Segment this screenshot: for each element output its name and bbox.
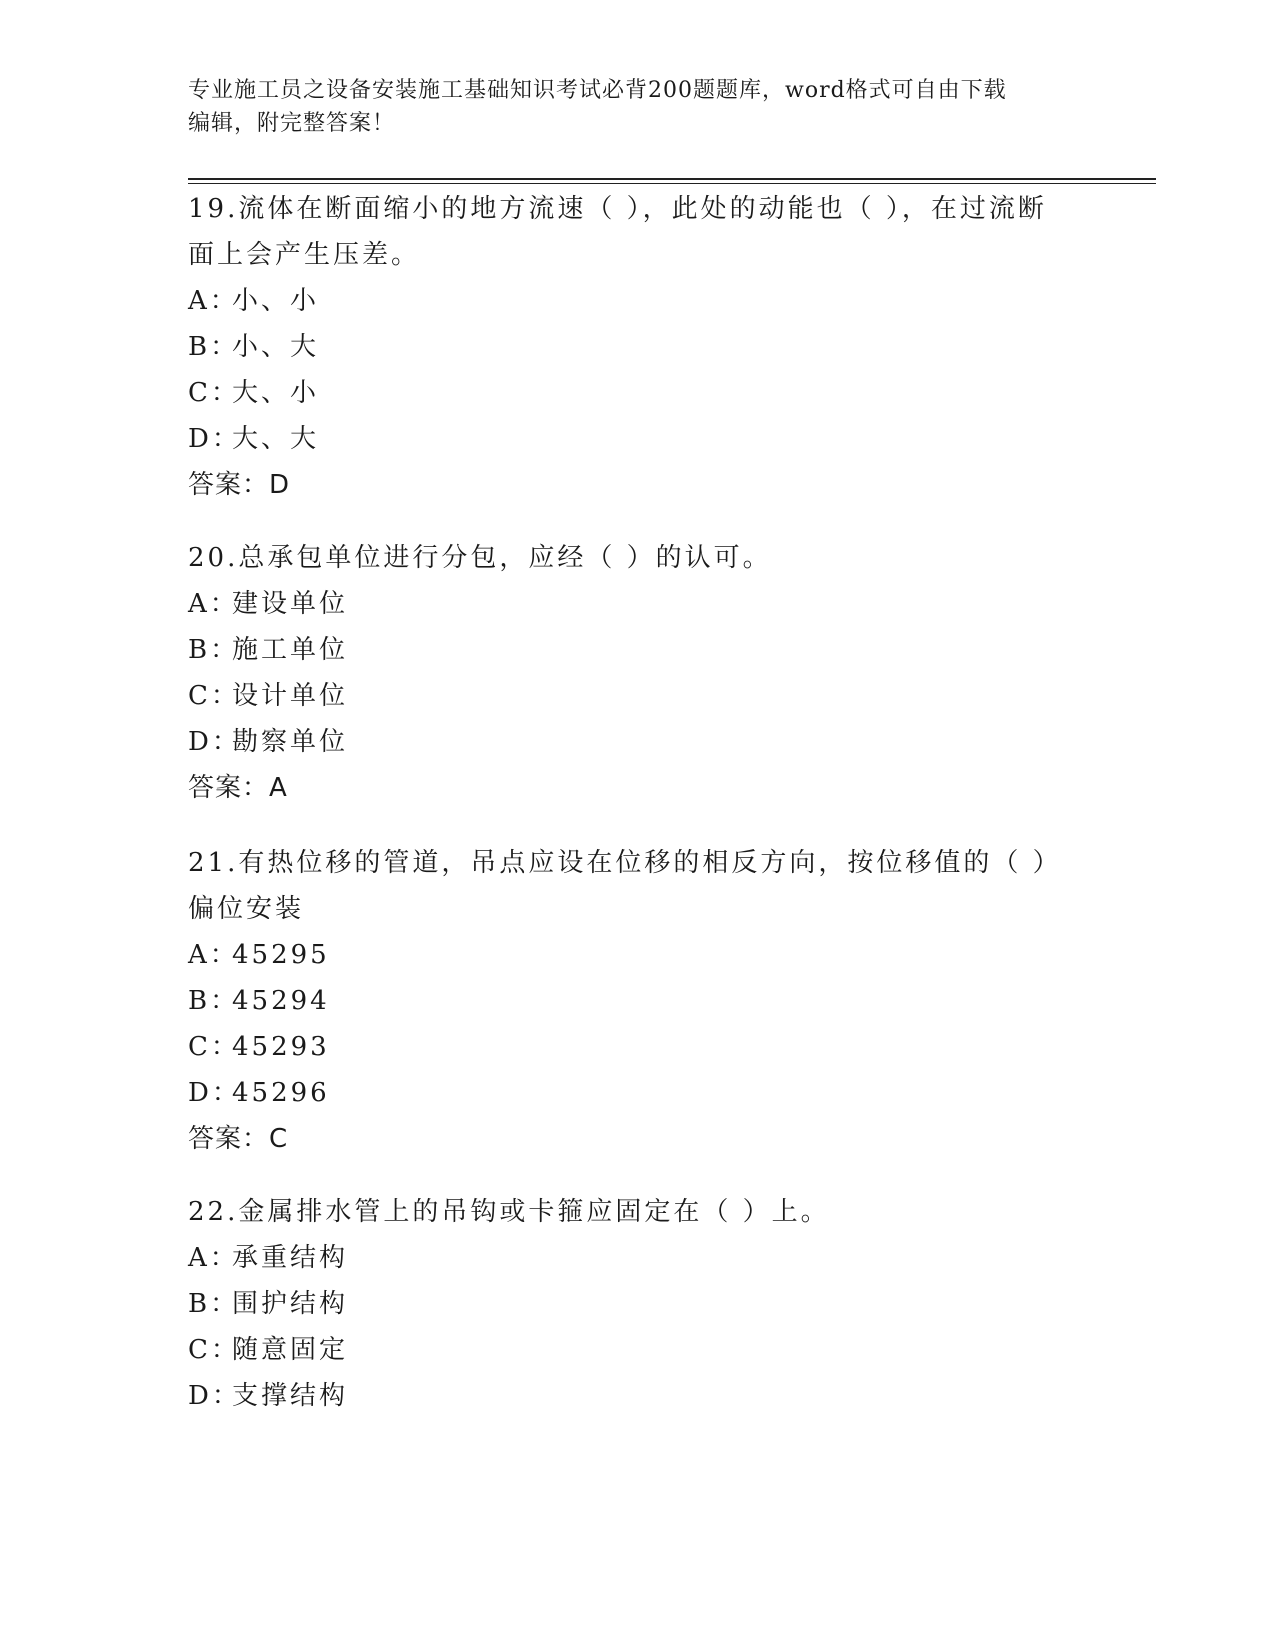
option-a bbox=[188, 932, 1088, 978]
option-b bbox=[188, 978, 1088, 1024]
option-letter: D： bbox=[188, 1078, 241, 1108]
header-line-1: 专业施工员之设备安装施工基础知识考试必背200题题库，word格式可自由下载 bbox=[188, 78, 1007, 103]
document-header bbox=[188, 74, 1088, 140]
option-d bbox=[188, 719, 1088, 765]
header-divider-thin bbox=[188, 183, 1156, 184]
question-text: 20.总承包单位进行分包，应经（ ）的认可。 bbox=[188, 543, 772, 573]
option-letter: A： bbox=[188, 1243, 239, 1273]
option-text: 围护结构 bbox=[232, 1289, 349, 1319]
option-c bbox=[188, 1327, 1088, 1373]
question-text: 21.有热位移的管道，吊点应设在位移的相反方向，按位移值的（ ） bbox=[188, 848, 1062, 878]
option-d bbox=[188, 416, 1088, 462]
option-letter: A： bbox=[188, 940, 239, 970]
option-text: 施工单位 bbox=[232, 635, 349, 665]
answer-line: 答案：A bbox=[188, 773, 288, 803]
option-text: 建设单位 bbox=[232, 589, 349, 619]
option-a bbox=[188, 1235, 1088, 1281]
option-text: 小、小 bbox=[232, 286, 320, 316]
question-20 bbox=[188, 535, 1088, 811]
answer-line: 答案：D bbox=[188, 470, 291, 500]
option-text: 支撑结构 bbox=[232, 1381, 349, 1411]
option-letter: B： bbox=[188, 332, 240, 362]
option-a bbox=[188, 278, 1088, 324]
option-c bbox=[188, 370, 1088, 416]
option-letter: C： bbox=[188, 681, 240, 711]
option-text: 随意固定 bbox=[232, 1335, 349, 1365]
question-text: 19.流体在断面缩小的地方流速（ ），此处的动能也（ ），在过流断 bbox=[188, 194, 1047, 224]
option-text: 大、大 bbox=[232, 424, 320, 454]
option-text: 小、大 bbox=[232, 332, 320, 362]
question-text: 22.金属排水管上的吊钩或卡箍应固定在（ ）上。 bbox=[188, 1197, 830, 1227]
question-text-continued: 偏位安装 bbox=[188, 894, 305, 924]
option-letter: B： bbox=[188, 1289, 240, 1319]
option-c bbox=[188, 1024, 1088, 1070]
option-letter: C： bbox=[188, 1335, 240, 1365]
option-text: 45293 bbox=[232, 1032, 330, 1062]
option-letter: C： bbox=[188, 1032, 240, 1062]
option-letter: B： bbox=[188, 986, 240, 1016]
option-letter: D： bbox=[188, 424, 241, 454]
question-22 bbox=[188, 1189, 1088, 1419]
option-c bbox=[188, 673, 1088, 719]
option-letter: A： bbox=[188, 286, 239, 316]
answer-line: 答案：C bbox=[188, 1124, 289, 1154]
option-a bbox=[188, 581, 1088, 627]
option-d bbox=[188, 1373, 1088, 1419]
header-line-2: 编辑，附完整答案！ bbox=[188, 111, 396, 136]
option-letter: C： bbox=[188, 378, 240, 408]
option-letter: B： bbox=[188, 635, 240, 665]
question-text-continued: 面上会产生压差。 bbox=[188, 240, 421, 270]
option-text: 大、小 bbox=[232, 378, 320, 408]
option-text: 45295 bbox=[232, 940, 330, 970]
option-text: 设计单位 bbox=[232, 681, 349, 711]
header-divider-thick bbox=[188, 178, 1156, 180]
option-text: 45294 bbox=[232, 986, 330, 1016]
option-d bbox=[188, 1070, 1088, 1116]
option-text: 45296 bbox=[232, 1078, 330, 1108]
question-19 bbox=[188, 186, 1088, 508]
option-text: 承重结构 bbox=[232, 1243, 349, 1273]
option-b bbox=[188, 324, 1088, 370]
question-21 bbox=[188, 840, 1088, 1162]
option-letter: A： bbox=[188, 589, 239, 619]
option-letter: D： bbox=[188, 1381, 241, 1411]
option-b bbox=[188, 1281, 1088, 1327]
option-b bbox=[188, 627, 1088, 673]
option-letter: D： bbox=[188, 727, 241, 757]
option-text: 勘察单位 bbox=[232, 727, 349, 757]
